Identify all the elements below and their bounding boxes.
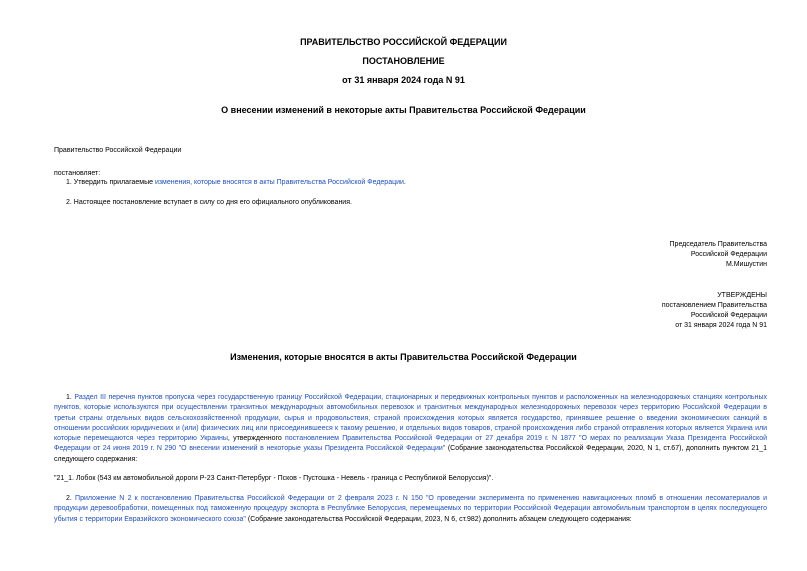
document-date-number: от 31 января 2024 года N 91 (342, 75, 465, 85)
change-paragraph-1 (54, 393, 767, 465)
signature-position: Председатель Правительства (669, 241, 767, 248)
signature-country: Российской Федерации (690, 251, 767, 258)
changes-title: Изменения, которые вносятся в акты Правительства Российской Федерации (230, 352, 577, 362)
item-1 (66, 178, 406, 187)
resolution-1877-link[interactable]: постановлением Правительства Российской Федерации от 27 декабря 2019 г. N 1877 "О мерах по реализации Указа Президента Российской Федерации от 24 июня 2019 г. N 290 "О внесении изменений в некоторые указы Президента Российской Федерации" (54, 435, 767, 453)
approved-label: УТВЕРЖДЕНЫ (717, 292, 767, 299)
paragraph-1-number: 1. (66, 394, 75, 401)
document-title: О внесении изменений в некоторые акты Правительства Российской Федерации (221, 105, 586, 115)
signature-name: М.Мишустин (725, 261, 767, 268)
intro-text: Правительство Российской Федерации (54, 147, 182, 154)
item-1-prefix: 1. Утвердить прилагаемые (66, 179, 155, 186)
government-heading: ПРАВИТЕЛЬСТВО РОССИЙСКОЙ ФЕДЕРАЦИИ (300, 37, 507, 47)
decides-text: постановляет: (54, 170, 101, 177)
paragraph-1-end: (Собрание законодательства Российской Федерации, 2020, N 1, ст.67), дополнить пунктом 21_1 следующего содержания: (54, 445, 767, 463)
change-paragraph-2 (54, 494, 767, 525)
item-2: 2. Настоящее постановление вступает в силу со дня его официального опубликования. (66, 199, 352, 206)
paragraph-2-end: (Собрание законодательства Российской Федерации, 2023, N 6, ст.982) дополнить абзацем следующего содержания: (245, 515, 632, 523)
quote-21-1: "21_1. Лобок (543 км автомобильной дороги Р-23 Санкт-Петербург - Псков - Пустошка - Невель - граница с Республикой Белоруссия)". (54, 475, 494, 482)
approved-date: от 31 января 2024 года N 91 (675, 322, 767, 329)
paragraph-1-mid: , утвержденного (227, 435, 285, 443)
item-1-suffix: . (403, 179, 406, 186)
approved-by: постановлением Правительства (661, 302, 767, 309)
approved-country: Российской Федерации (690, 312, 767, 319)
section-iii-link[interactable]: Раздел III перечня пунктов пропуска через государственную границу Российской Федерации, стационарных и передвижных контрольных пунктов и расположенных на железнодорожных станциях контрольных пунктов, которые используются при осуществлении транзитных международных автомобильных перевозок и транзитных международных железнодорожных перевозок через территорию Российской Федерации в третьи страны отдельных видов сельскохозяйственной продукции, сырья и продовольствия, страной происхождения которых является государство, принявшее решение о введении экономических санкций в отношении российских юридических и (или) физических лиц или присоединившееся к такому решению, и отдельных видов товаров, страной происхождения либо страной отправления которых является Украина или которые перемещаются через территорию Украины (54, 394, 767, 443)
appendix-2-link[interactable]: Приложение N 2 к постановлению Правительства Российской Федерации от 2 февраля 2023 г. N 150 "О проведении эксперимента по применению навигационных пломб в отношении лесоматериалов и продукции деревообработки, помещенных под таможенную процедуру экспорта в Республике Белоруссия, перемещаемых по территории Российской Федерации автомобильным транспортом в целях последующего убытия с территории Евразийского экономического союза" (54, 495, 767, 523)
document-type-heading: ПОСТАНОВЛЕНИЕ (362, 56, 445, 66)
paragraph-2-number: 2. (66, 495, 76, 502)
changes-link[interactable]: изменения, которые вносятся в акты Правительства Российской Федерации (154, 179, 404, 186)
